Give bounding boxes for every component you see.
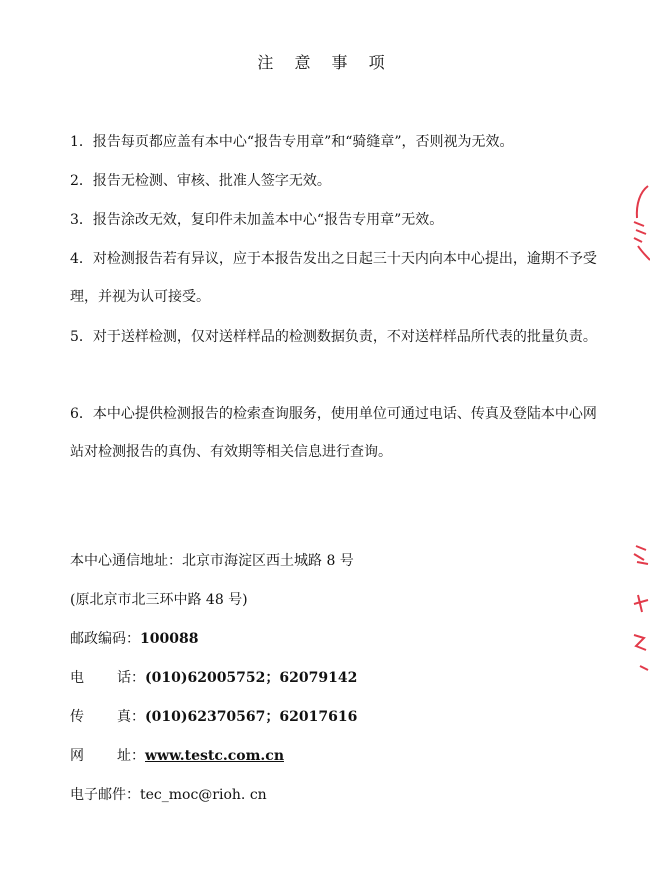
contact-postcode xyxy=(70,620,590,659)
fax-label-end: 真： xyxy=(117,709,145,725)
phone-label-end: 话： xyxy=(117,670,145,686)
website-label-start: 网 xyxy=(70,748,84,764)
fax-label-start: 传 xyxy=(70,709,84,725)
notice-item-4: 4．对检测报告若有异议，应于本报告发出之日起三十天内向本中心提出，逾期不予受理，并视为认可接受。 xyxy=(70,251,597,305)
fax-value: (010)62370567；62017616 xyxy=(145,709,358,725)
website-link[interactable]: www.testc.com.cn xyxy=(145,748,284,764)
notice-item-2: 2．报告无检测、审核、批准人签字无效。 xyxy=(70,173,331,189)
website-label xyxy=(70,737,145,776)
contact-phone xyxy=(70,659,590,698)
contact-fax xyxy=(70,698,590,737)
phone-label-start: 电 xyxy=(70,670,84,686)
contact-email xyxy=(70,776,590,815)
page-title: 注 意 事 项 xyxy=(257,53,393,72)
fax-label xyxy=(70,698,145,737)
notice-item-6: 6．本中心提供检测报告的检索查询服务，使用单位可通过电话、传真及登陆本中心网站对检测报告的真伪、有效期等相关信息进行查询。 xyxy=(70,406,597,460)
contact-info xyxy=(70,542,590,815)
postcode-label: 邮政编码： xyxy=(70,631,140,647)
seal-fragment-bottom xyxy=(628,540,650,675)
postcode-value: 100088 xyxy=(140,631,199,647)
old-address-text: (原北京市北三环中路 48 号) xyxy=(70,592,248,608)
contact-old-address xyxy=(70,581,590,620)
contact-website xyxy=(70,737,590,776)
seal-fragment-top xyxy=(628,182,650,262)
notice-item-5: 5．对于送样检测，仅对送样样品的检测数据负责，不对送样样品所代表的批量负责。 xyxy=(70,329,597,345)
contact-address xyxy=(70,542,590,581)
phone-value: (010)62005752；62079142 xyxy=(145,670,358,686)
website-label-end: 址： xyxy=(117,748,145,764)
notice-item-3: 3．报告涂改无效，复印件未加盖本中心“报告专用章”无效。 xyxy=(70,212,444,228)
email-value[interactable]: tec_moc@rioh. cn xyxy=(140,787,267,803)
email-label: 电子邮件： xyxy=(70,787,140,803)
phone-label xyxy=(70,659,145,698)
address-text: 本中心通信地址：北京市海淀区西土城路 8 号 xyxy=(70,553,354,569)
notice-item-1: 1．报告每页都应盖有本中心“报告专用章”和“骑缝章”，否则视为无效。 xyxy=(70,134,514,150)
